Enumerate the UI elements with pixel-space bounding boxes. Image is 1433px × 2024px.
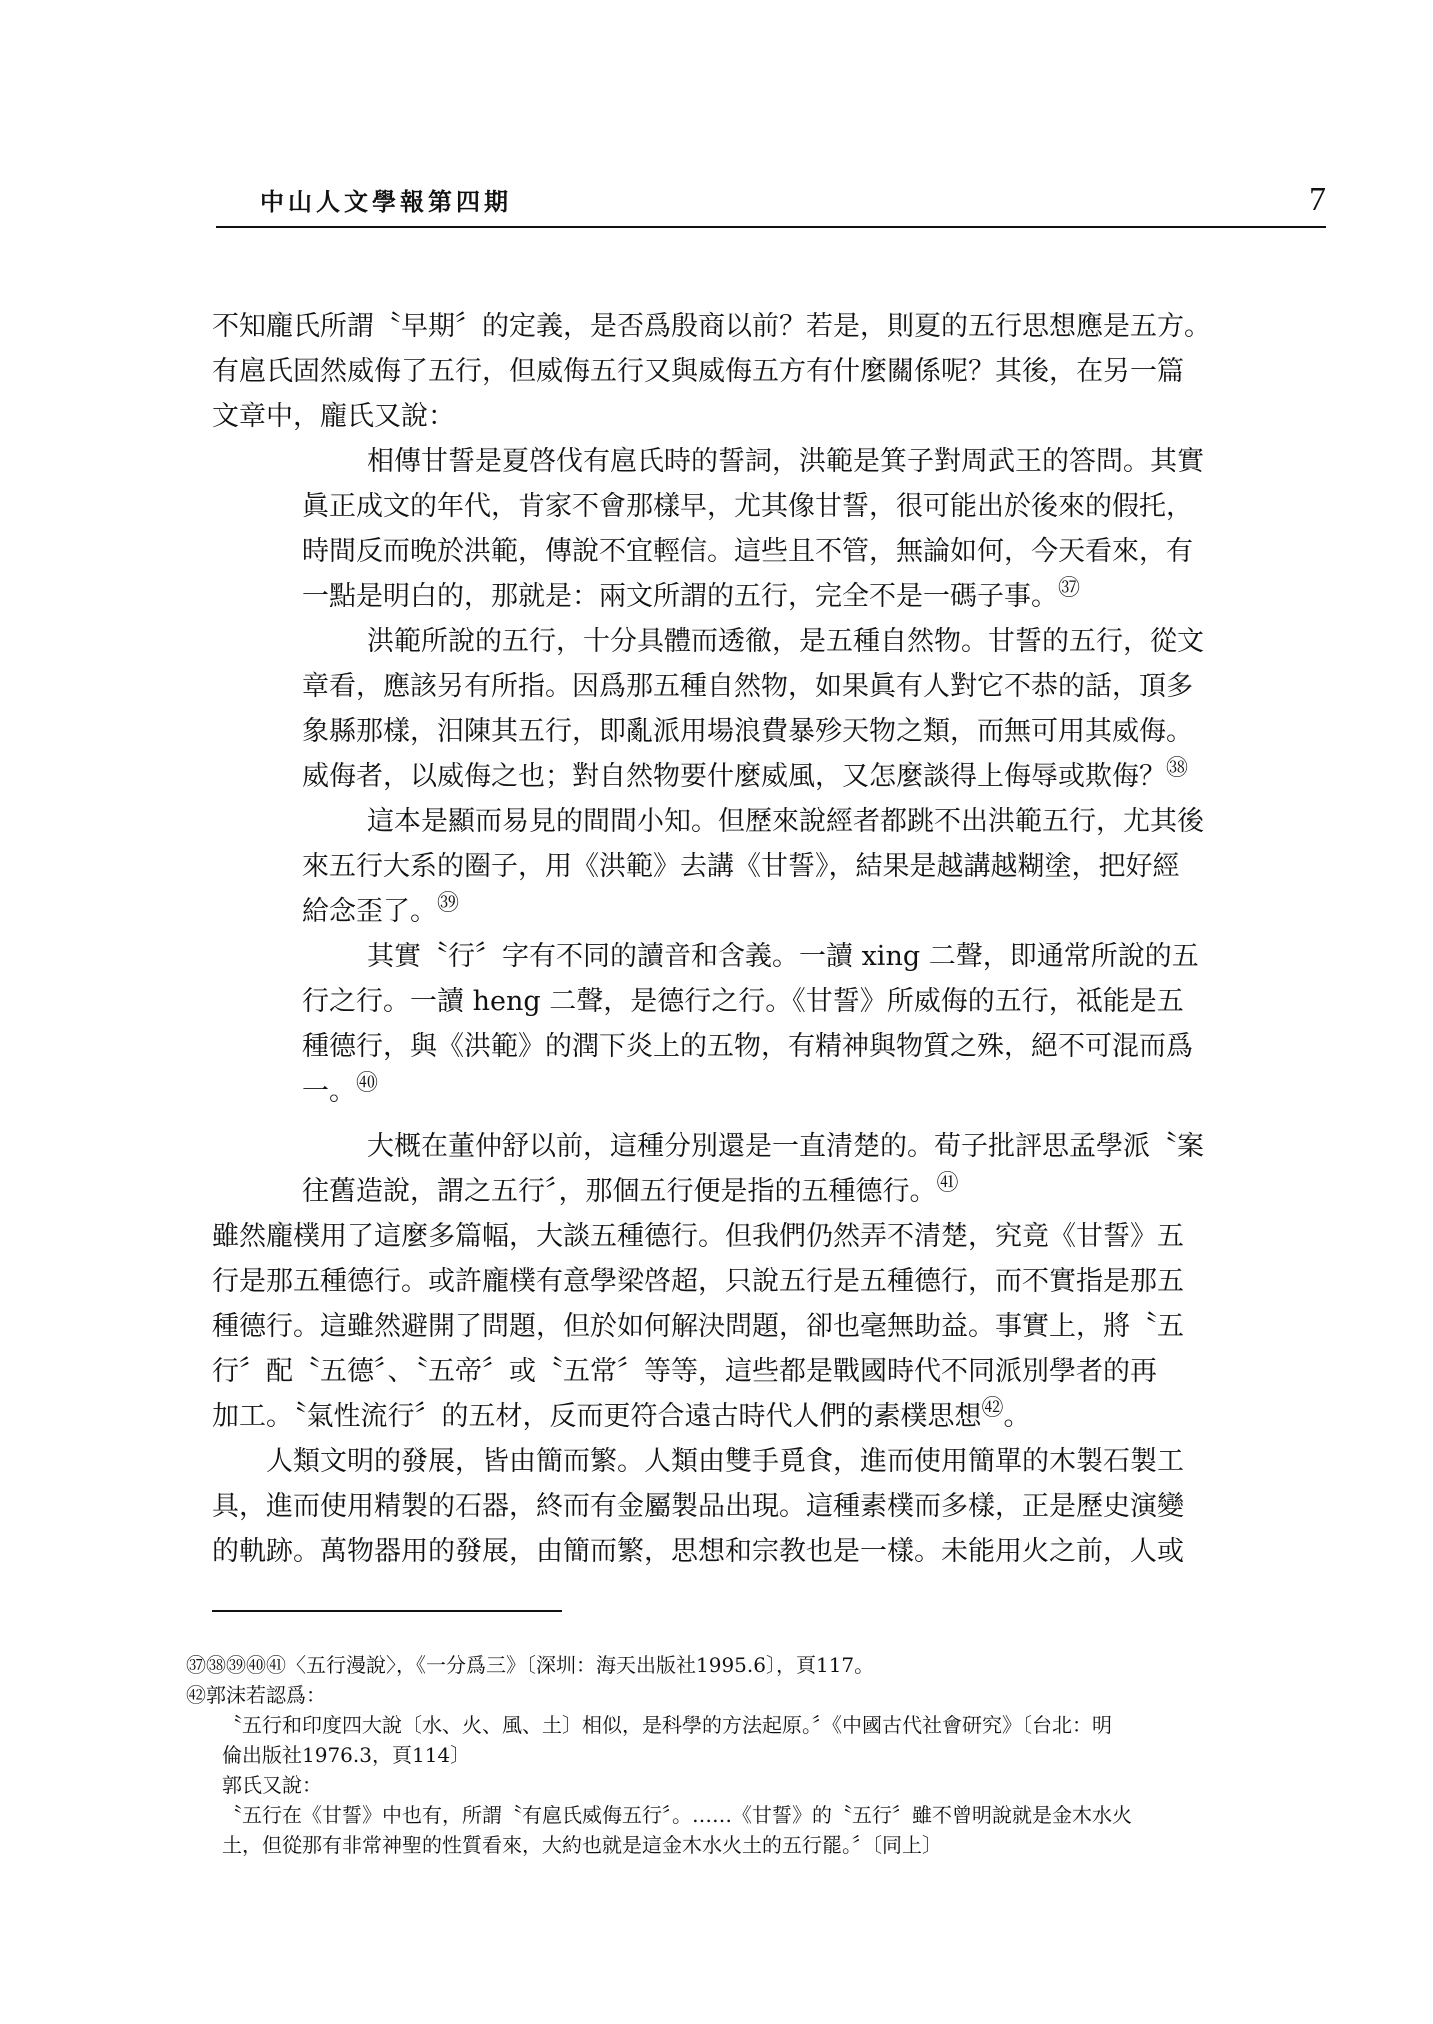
quote-line: 時間反而晚於洪範，傳說不宜輕信。這些且不管，無論如何，今天看來，有 — [302, 536, 1193, 567]
quote-text: 一。 — [302, 1076, 356, 1107]
quote-line — [212, 754, 1322, 799]
quote-line: 來五行大系的圈子，用《洪範》去講《甘誓》，結果是越講越糊塗，把好經 — [302, 851, 1180, 882]
body-line: 不知龐氏所謂〝早期〞的定義，是否爲殷商以前？若是，則夏的五行思想應是五方。 — [212, 311, 1211, 342]
body-line: 行是那五種德行。或許龐樸有意學梁啓超，只說五行是五種德行，而不實指是那五 — [212, 1266, 1184, 1297]
footnote-line: ㊷郭沫若認爲： — [186, 1683, 326, 1707]
footnote-marker: ㊵ — [356, 1071, 379, 1096]
quote-line: 相傳甘誓是夏啓伐有扈氏時的誓詞，洪範是箕子對周武王的答問。其實 — [367, 446, 1204, 477]
quote-line — [212, 574, 1322, 619]
body-line: 的軌跡。萬物器用的發展，由簡而繁，思想和宗教也是一樣。未能用火之前，人或 — [212, 1536, 1184, 1567]
body-line: 行〞配〝五德〞、〝五帝〞或〝五常〞等等，這些都是戰國時代不同派別學者的再 — [212, 1356, 1157, 1387]
body-line: 具，進而使用精製的石器，終而有金屬製品出現。這種素樸而多樣，正是歷史演變 — [212, 1491, 1184, 1522]
quote-line — [212, 1069, 1322, 1114]
quote-line: 行之行。一讀 heng 二聲，是德行之行。《甘誓》所威侮的五行，祗能是五 — [302, 986, 1184, 1017]
quote-line: 章看，應該另有所指。因爲那五種自然物，如果眞有人對它不恭的話，頂多 — [302, 671, 1193, 702]
quote-line: 洪範所說的五行，十分具體而透徹，是五種自然物。甘誓的五行，從文 — [367, 626, 1204, 657]
quote-line: 種德行，與《洪範》的潤下炎上的五物，有精神與物質之殊，絕不可混而爲 — [302, 1031, 1193, 1062]
footnote-marker: ㊳ — [1166, 756, 1189, 781]
quote-text: 一點是明白的，那就是：兩文所謂的五行，完全不是一碼子事。 — [302, 581, 1058, 612]
quote-line: 大概在董仲舒以前，這種分別還是一直清楚的。荀子批評思孟學派〝案 — [367, 1131, 1204, 1162]
page-number: 7 — [1309, 181, 1326, 218]
footnote-line: 土，但從那有非常神聖的性質看來，大約也就是這金木水火土的五行罷。〞〔同上〕 — [222, 1833, 942, 1857]
quote-text: 給念歪了。 — [302, 896, 437, 927]
quote-line — [212, 889, 1322, 934]
footnote-line: ㊲㊳㊴㊵㊶〈五行漫說〉，《一分爲三》〔深圳：海天出版社1995.6〕，頁117。 — [186, 1653, 875, 1677]
body-line: 種德行。這雖然避開了問題，但於如何解決問題，卻也毫無助益。事實上，將〝五 — [212, 1311, 1184, 1342]
body-text-span: 加工。〝氣性流行〞的五材，反而更符合遠古時代人們的素樸思想 — [212, 1401, 982, 1432]
footnote-line: 倫出版社1976.3，頁114〕 — [222, 1743, 471, 1767]
quote-line: 象縣那樣，汨陳其五行，即亂派用場浪費暴殄天物之類，而無可用其威侮。 — [302, 716, 1193, 747]
header-rule — [216, 226, 1326, 228]
footnote-line: 〝五行在《甘誓》中也有，所謂〝有扈氏威侮五行〞。……《甘誓》的〝五行〞雖不曾明說就是金木水火 — [222, 1803, 1132, 1827]
body-line — [212, 1394, 1322, 1439]
body-text — [212, 304, 1322, 1574]
quote-text: 往舊造說，謂之五行〞，那個五行便是指的五種德行。 — [302, 1176, 937, 1207]
footnote-line: 〝五行和印度四大說〔水、火、風、土〕相似，是科學的方法起原。〞《中國古代社會研究》〔台北：明 — [222, 1713, 1112, 1737]
quote-line — [212, 1169, 1322, 1214]
footnote-marker: ㊷ — [981, 1396, 1004, 1421]
footnote-marker: ㊲ — [1058, 576, 1081, 601]
body-line: 人類文明的發展，皆由簡而繁。人類由雙手覓食，進而使用簡單的木製石製工 — [266, 1446, 1184, 1477]
page-header — [216, 181, 1326, 230]
footnotes — [186, 1650, 1336, 1860]
footnote-marker: ㊴ — [437, 891, 460, 916]
footnote-marker: ㊶ — [936, 1171, 959, 1196]
footnote-rule — [212, 1610, 562, 1612]
quote-line: 眞正成文的年代，肯家不會那樣早，尤其像甘誓，很可能出於後來的假托， — [302, 491, 1193, 522]
body-line: 有扈氏固然威侮了五行，但威侮五行又與威侮五方有什麼關係呢？其後，在另一篇 — [212, 356, 1184, 387]
body-line: 文章中，龐氏又說： — [212, 401, 455, 432]
body-line: 雖然龐樸用了這麼多篇幅，大談五種德行。但我們仍然弄不清楚，究竟《甘誓》五 — [212, 1221, 1184, 1252]
footnote-line: 郭氏又說： — [222, 1773, 322, 1797]
quote-line: 其實〝行〞字有不同的讀音和含義。一讀 xing 二聲，即通常所說的五 — [367, 941, 1199, 972]
journal-title: 中山人文學報第四期 — [260, 187, 512, 216]
quote-line: 這本是顯而易見的間間小知。但歷來說經者都跳不出洪範五行，尤其後 — [367, 806, 1204, 837]
quote-text: 威侮者，以威侮之也；對自然物要什麼威風，又怎麼談得上侮辱或欺侮？ — [302, 761, 1166, 792]
body-text-span: 。 — [1003, 1401, 1031, 1432]
